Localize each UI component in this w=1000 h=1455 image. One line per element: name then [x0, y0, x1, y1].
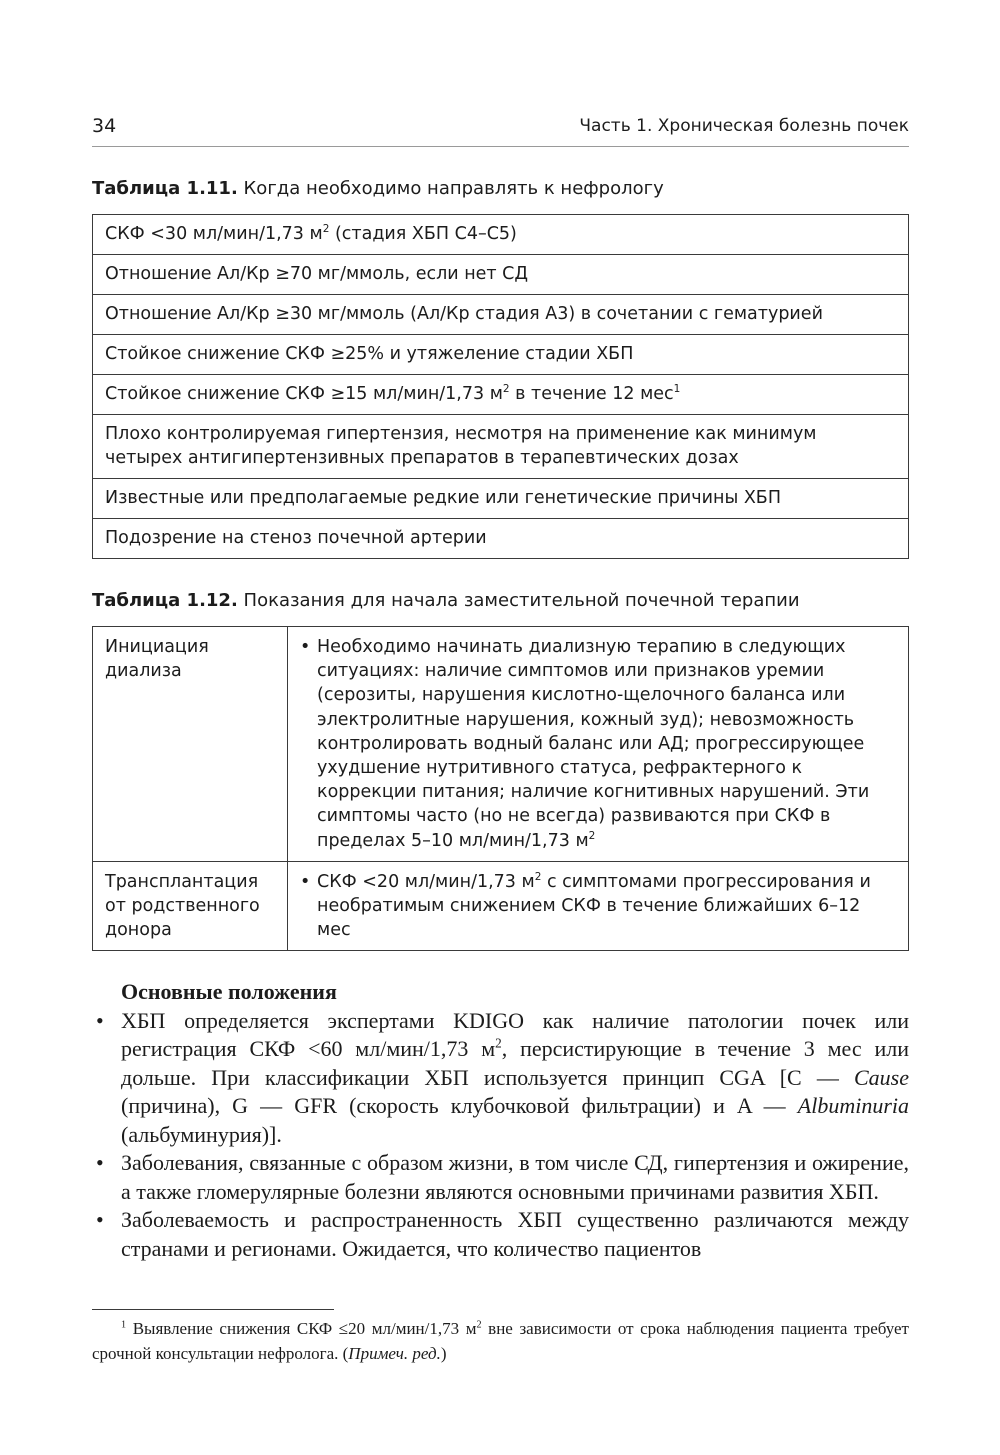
row-label: Инициация диализа: [105, 637, 209, 682]
footnote: [92, 1316, 909, 1366]
table-1-12-caption-text: Показания для начала заместительной почечной терапии: [243, 590, 800, 611]
superscript: 2: [476, 1319, 482, 1331]
table-1-11-caption-label: Таблица 1.11.: [92, 178, 238, 199]
row-label-cell: [93, 627, 288, 862]
bullet-icon: •: [96, 1007, 104, 1033]
table-row: [93, 375, 909, 415]
cell-text: Подозрение на стеноз почечной артерии: [105, 528, 487, 548]
table-cell: [93, 215, 909, 255]
cell-text: Отношение Ал/Кр ≥70 мг/ммоль, если нет СД: [105, 264, 529, 284]
row-label-cell: [93, 861, 288, 951]
bullet-icon: •: [300, 871, 311, 892]
cell-text: (стадия ХБП С4–С5): [329, 224, 517, 244]
paragraph-text: (причина), G — GFR (скорость клубочковой фильтрации) и A —: [121, 1093, 798, 1118]
paragraph-text: ХБП определяется экспертами KDIGO как наличие патологии почек или регистрация СКФ <60 мл/мин/1,73 м: [121, 1007, 909, 1061]
section-heading: Основные положения: [121, 979, 337, 1004]
cell-text: СКФ <30 мл/мин/1,73 м: [105, 224, 323, 244]
list-item: [300, 870, 896, 943]
key-points-section: [92, 978, 909, 1263]
table-row: [93, 479, 909, 519]
table-cell: [93, 335, 909, 375]
table-cell: [288, 627, 909, 862]
cell-text: Отношение Ал/Кр ≥30 мг/ммоль (Ал/Кр стадия А3) в сочетании с гематурией: [105, 304, 823, 324]
table-1-11-caption: [92, 177, 664, 201]
table-1-12: [92, 626, 909, 951]
table-cell: [93, 479, 909, 519]
table-1-11-caption-text: Когда необходимо направлять к нефрологу: [243, 178, 664, 199]
cell-text: с симптомами прогрессирования и необратимым снижением СКФ в течение ближайших 6–12 мес: [317, 871, 871, 941]
list-item: [300, 635, 896, 853]
italic-term: Примеч. ред.: [348, 1344, 441, 1363]
running-head: Часть 1. Хроническая болезнь почек: [579, 116, 909, 136]
table-row: [93, 335, 909, 375]
table-1-11: [92, 214, 909, 559]
cell-text: СКФ <20 мл/мин/1,73 м: [317, 871, 535, 892]
paragraph-text: Заболевания, связанные с образом жизни, в том числе СД, гипертензия и ожирение, а также гломерулярные болезни являются основными причинами развития ХБП.: [121, 1150, 909, 1204]
paragraph-text: Заболеваемость и распространенность ХБП существенно различаются между странами и регионами. Ожидается, что количество пациентов: [121, 1207, 909, 1261]
list-item: [92, 1149, 909, 1206]
table-cell: [93, 415, 909, 479]
table-1-12-caption-label: Таблица 1.12.: [92, 590, 238, 611]
cell-text: Стойкое снижение СКФ ≥25% и утяжеление стадии ХБП: [105, 344, 634, 364]
page-header: [92, 112, 909, 147]
table-cell: [93, 375, 909, 415]
cell-text: Стойкое снижение СКФ ≥15 мл/мин/1,73 м: [105, 384, 503, 404]
table-cell: [93, 295, 909, 335]
list-item: [92, 1007, 909, 1150]
paragraph-text: , персистирующие в течение 3 мес или дольше. При классификации ХБП используется принцип CGA [C —: [121, 1036, 909, 1090]
footnote-text: Выявление снижения СКФ ≤20 мл/мин/1,73 м: [126, 1319, 477, 1338]
table-1-12-caption: [92, 589, 800, 613]
bullet-icon: •: [300, 637, 311, 657]
table-row: [93, 295, 909, 335]
row-label: Трансплантация от родственного донора: [105, 871, 260, 941]
cell-text: Известные или предполагаемые редкие или генетические причины ХБП: [105, 488, 781, 508]
table-row: [93, 215, 909, 255]
cell-text: Плохо контролируемая гипертензия, несмотря на применение как минимум четырех антигипертензивных препаратов в терапевтических дозах: [105, 424, 817, 468]
bullet-icon: •: [96, 1150, 104, 1175]
footnote-ref: 1: [673, 383, 681, 396]
italic-term: Cause: [854, 1064, 909, 1090]
table-row: [93, 519, 909, 559]
table-cell: [93, 519, 909, 559]
superscript: 2: [588, 829, 596, 842]
cell-text: Необходимо начинать диализную терапию в следующих ситуациях: наличие симптомов или признаков уремии (серозиты, нарушения кислотно-щелочного баланса или электролитные нарушения, кожный зуд); невозможность контролировать водный баланс или АД; прогрессирующее ухудшение нутритивного статуса, рефрактерного к коррекции питания; наличие когнитивных нарушений. Эти симптомы часто (но не всегда) развиваются при СКФ в пределах 5–10 мл/мин/1,73 м: [317, 637, 870, 851]
paragraph-text: (альбуминурия)].: [121, 1121, 282, 1147]
table-cell: [93, 255, 909, 295]
page-number: 34: [92, 115, 117, 137]
table-row: [93, 255, 909, 295]
table-row: [93, 861, 909, 951]
table-cell: [288, 861, 909, 951]
superscript: 2: [322, 223, 330, 236]
footnote-divider: [92, 1309, 334, 1310]
footnote-marker: 1: [121, 1319, 127, 1331]
italic-term: Albuminuria: [797, 1093, 909, 1118]
list-item: [92, 1206, 909, 1263]
table-row: [93, 415, 909, 479]
superscript: 2: [495, 1035, 502, 1051]
cell-text: в течение 12 мес: [509, 384, 674, 404]
footnote-text: ): [440, 1344, 447, 1363]
superscript: 2: [534, 871, 542, 883]
footnote-text: вне зависимости от срока наблюдения пациента требует срочной консультации нефролога. (: [92, 1319, 909, 1363]
superscript: 2: [502, 383, 510, 396]
table-row: [93, 627, 909, 862]
bullet-icon: •: [96, 1207, 104, 1232]
